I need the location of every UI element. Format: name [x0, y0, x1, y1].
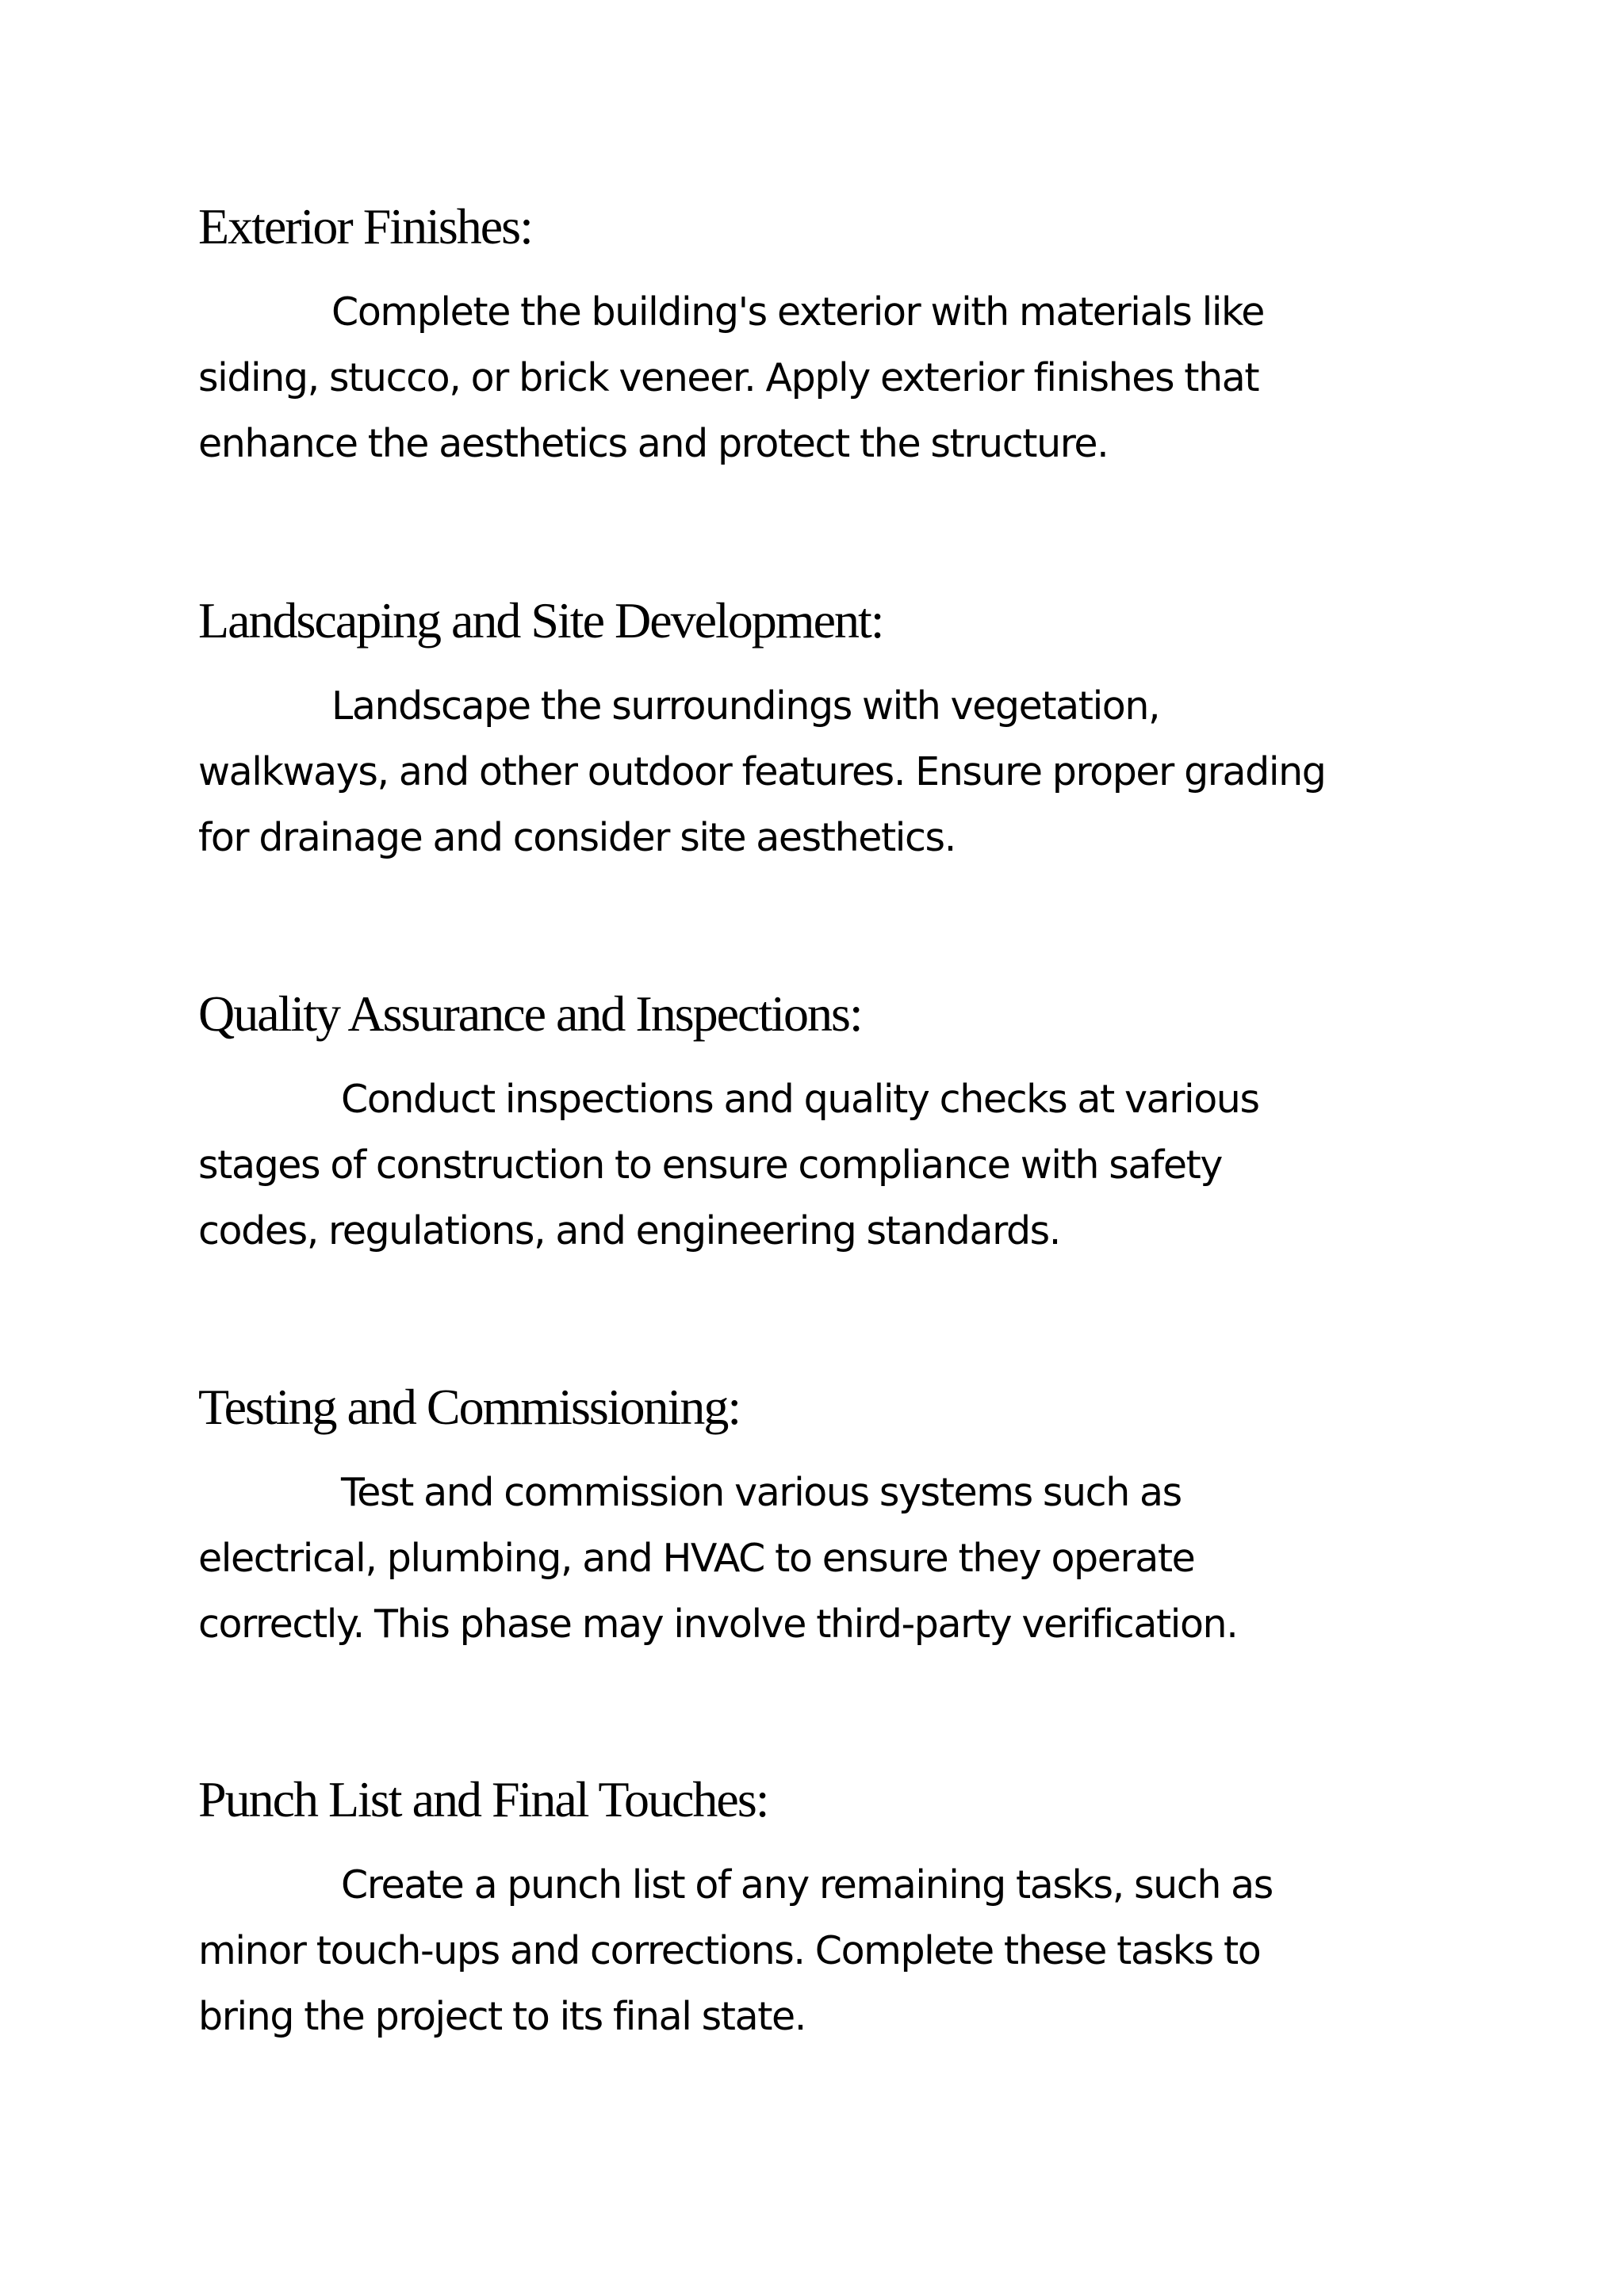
paragraph-line: stages of construction to ensure compliance with safety — [198, 1142, 1222, 1188]
paragraph-line: bring the project to its final state. — [198, 1994, 806, 2039]
section-landscaping — [198, 591, 1451, 871]
paragraph-line: Test and commission various systems such as — [341, 1470, 1182, 1515]
paragraph-line: correctly. This phase may involve third-party verification. — [198, 1601, 1238, 1647]
section-testing-commissioning — [198, 1377, 1451, 1657]
paragraph-line: Complete the building's exterior with materials like — [331, 289, 1265, 335]
paragraph-line: codes, regulations, and engineering standards. — [198, 1208, 1060, 1253]
section-heading: Punch List and Final Touches: — [198, 1771, 768, 1827]
section-quality-assurance — [198, 984, 1451, 1264]
section-heading: Testing and Commissioning: — [198, 1379, 741, 1435]
paragraph-line: walkways, and other outdoor features. Ensure proper grading — [198, 749, 1326, 794]
section-paragraph — [198, 1852, 1451, 2049]
paragraph-line: siding, stucco, or brick veneer. Apply exterior finishes that — [198, 355, 1259, 400]
section-punch-list — [198, 1770, 1451, 2049]
section-heading: Landscaping and Site Development: — [198, 592, 883, 649]
paragraph-line: minor touch-ups and corrections. Complete these tasks to — [198, 1928, 1261, 1973]
section-heading: Quality Assurance and Inspections: — [198, 985, 862, 1042]
section-paragraph — [198, 1460, 1451, 1657]
paragraph-line: Landscape the surroundings with vegetation, — [331, 683, 1160, 729]
paragraph-line: for drainage and consider site aesthetics. — [198, 815, 956, 860]
paragraph-line: electrical, plumbing, and HVAC to ensure they operate — [198, 1536, 1195, 1581]
paragraph-line: Create a punch list of any remaining tasks, such as — [341, 1862, 1273, 1908]
paragraph-line: enhance the aesthetics and protect the structure. — [198, 421, 1109, 466]
paragraph-line: Conduct inspections and quality checks at various — [341, 1077, 1259, 1122]
section-paragraph — [198, 1066, 1451, 1264]
section-paragraph — [198, 279, 1451, 476]
section-paragraph — [198, 673, 1451, 871]
section-heading: Exterior Finishes: — [198, 198, 532, 254]
section-exterior-finishes — [198, 197, 1451, 476]
